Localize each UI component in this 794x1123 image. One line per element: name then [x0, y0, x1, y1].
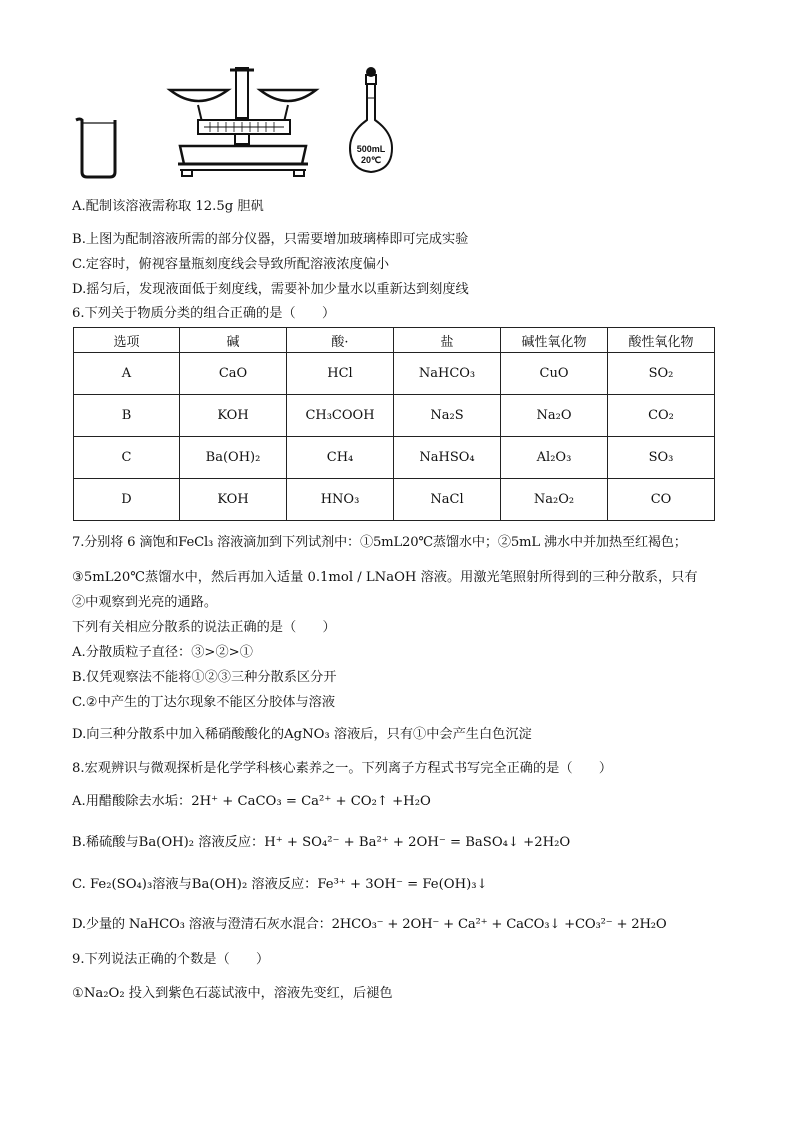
table-row	[74, 395, 715, 437]
q7-option-d: D.向三种分散系中加入稀硝酸酸化的AgNO₃ 溶液后，只有①中会产生白色沉淀	[72, 727, 532, 742]
table-cell: CO	[608, 479, 715, 521]
table-cell: NaCl	[394, 479, 501, 521]
classification-table	[73, 327, 715, 521]
q6-stem: 6.下列关于物质分类的组合正确的是（ ）	[72, 306, 336, 321]
table-cell: CaO	[180, 353, 287, 395]
table-cell: Ba(OH)₂	[180, 437, 287, 479]
q5-option-b: B.上图为配制溶液所需的部分仪器，只需要增加玻璃棒即可完成实验	[72, 232, 469, 247]
table-header-cell: 酸性氧化物	[608, 328, 715, 353]
table-cell: CO₂	[608, 395, 715, 437]
table-cell: Al₂O₃	[501, 437, 608, 479]
table-cell: CuO	[501, 353, 608, 395]
table-cell: Na₂O	[501, 395, 608, 437]
table-cell: HNO₃	[287, 479, 394, 521]
table-header-cell: 酸·	[287, 328, 394, 353]
q7-option-a: A.分散质粒子直径：③>②>①	[72, 645, 253, 660]
balance-icon	[170, 68, 316, 176]
table-row	[74, 353, 715, 395]
q8-option-a: A.用醋酸除去水垢：2H⁺ + CaCO₃ = Ca²⁺ + CO₂↑ +H₂O	[72, 794, 431, 809]
table-cell: KOH	[180, 479, 287, 521]
table-cell: SO₂	[608, 353, 715, 395]
table-header-cell: 碱性氧化物	[501, 328, 608, 353]
q8-option-c: C. Fe₂(SO₄)₃溶液与Ba(OH)₂ 溶液反应：Fe³⁺ + 3OH⁻ = Fe(OH)₃↓	[72, 877, 488, 892]
flask-volume-label: 500mL	[356, 144, 386, 154]
q7-stem-line-3: ②中观察到光亮的通路。	[72, 595, 218, 610]
q5-option-a: A.配制该溶液需称取 12.5g 胆矾	[72, 199, 264, 214]
table-header-cell: 盐	[394, 328, 501, 353]
q7-option-c: C.②中产生的丁达尔现象不能区分胶体与溶液	[72, 695, 336, 710]
table-cell: HCl	[287, 353, 394, 395]
q5-option-d: D.摇匀后，发现液面低于刻度线，需要补加少量水以重新达到刻度线	[72, 282, 469, 297]
q7-stem-line-1: 7.分别将 6 滴饱和FeCl₃ 溶液滴加到下列试剂中：①5mL20℃蒸馏水中；②5mL 沸水中并加热至红褐色；	[72, 535, 687, 550]
table-header-cell: 碱	[180, 328, 287, 353]
table-cell: A	[74, 353, 180, 395]
q7-stem-line-4: 下列有关相应分散系的说法正确的是（ ）	[72, 620, 336, 635]
beaker-icon	[76, 119, 115, 177]
table-cell: KOH	[180, 395, 287, 437]
table-cell: C	[74, 437, 180, 479]
q7-option-b: B.仅凭观察法不能将①②③三种分散系区分开	[72, 670, 337, 685]
table-row	[74, 437, 715, 479]
q8-option-d: D.少量的 NaHCO₃ 溶液与澄清石灰水混合：2HCO₃⁻ + 2OH⁻ + Ca²⁺ + CaCO₃↓ +CO₃²⁻ + 2H₂O	[72, 917, 667, 932]
table-cell: CH₃COOH	[287, 395, 394, 437]
table-cell: SO₃	[608, 437, 715, 479]
q9-item-1: ①Na₂O₂ 投入到紫色石蕊试液中，溶液先变红，后褪色	[72, 986, 393, 1001]
q9-stem: 9.下列说法正确的个数是（ ）	[72, 952, 270, 967]
q5-option-c: C.定容时，俯视容量瓶刻度线会导致所配溶液浓度偏小	[72, 257, 390, 272]
flask-temp-label: 20℃	[360, 155, 382, 165]
apparatus-figure	[70, 60, 410, 185]
table-cell: Na₂O₂	[501, 479, 608, 521]
table-cell: CH₄	[287, 437, 394, 479]
q8-option-b: B.稀硫酸与Ba(OH)₂ 溶液反应：H⁺ + SO₄²⁻ + Ba²⁺ + 2OH⁻ = BaSO₄↓ +2H₂O	[72, 835, 571, 850]
table-cell: NaHCO₃	[394, 353, 501, 395]
q7-stem-line-2: ③5mL20℃蒸馏水中，然后再加入适量 0.1mol / LNaOH 溶液。用激光笔照射所得到的三种分散系，只有	[72, 570, 698, 585]
table-header-cell: 选项	[74, 328, 180, 353]
q8-stem: 8.宏观辨识与微观探析是化学学科核心素养之一。下列离子方程式书写完全正确的是（ ）	[72, 761, 613, 776]
table-header-row	[74, 328, 715, 353]
table-cell: B	[74, 395, 180, 437]
table-cell: D	[74, 479, 180, 521]
table-row	[74, 479, 715, 521]
table-cell: NaHSO₄	[394, 437, 501, 479]
table-cell: Na₂S	[394, 395, 501, 437]
